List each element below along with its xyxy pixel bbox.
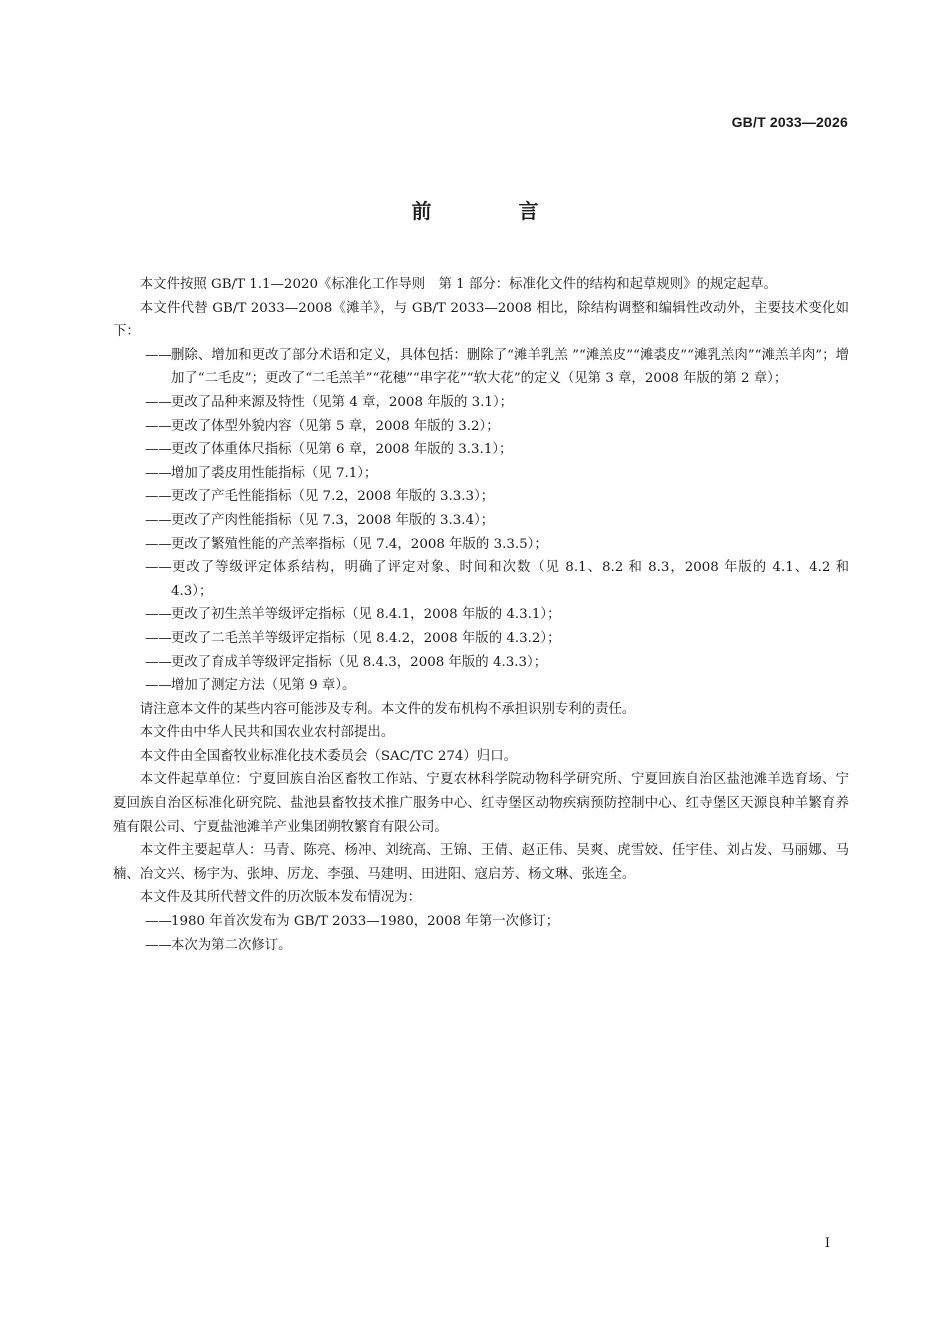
list-item-text: 增加了测定方法（见第 9 章）。 bbox=[171, 678, 356, 694]
list-item bbox=[113, 651, 849, 675]
paragraph-replacement: 本文件代替 GB/T 2033—2008《滩羊》，与 GB/T 2033—2008 相比，除结构调整和编辑性改动外，主要技术变化如下： bbox=[113, 300, 849, 340]
paragraph-history-intro: 本文件及其所代替文件的历次版本发布情况为： bbox=[139, 890, 421, 906]
dash-marker: —— bbox=[145, 394, 172, 410]
document-body bbox=[113, 273, 849, 957]
dash-marker: —— bbox=[145, 654, 172, 670]
list-item-text: 增加了裘皮用性能指标（见 7.1）； bbox=[171, 465, 378, 481]
list-item-text: 更改了等级评定体系结构，明确了评定对象、时间和次数（见 8.1、8.2 和 8.3，2008 年版的 4.1、4.2 和 4.3）； bbox=[171, 560, 849, 599]
list-item-text: 更改了产肉性能指标（见 7.3，2008 年版的 3.3.4）； bbox=[171, 512, 495, 528]
paragraph-drafters: 本文件主要起草人：马青、陈亮、杨冲、刘统高、王锦、王倩、赵正伟、吴爽、虎雪姣、任宇佳、刘占发、马丽娜、马楠、冶文兴、杨宇为、张坤、厉龙、李强、马建明、田进阳、寇启芳、杨文琳、张连全。 bbox=[113, 843, 849, 882]
paragraph-drafting-units: 本文件起草单位：宁夏回族自治区畜牧工作站、宁夏农林科学院动物科学研究所、宁夏回族自治区盐池滩羊选育场、宁夏回族自治区标准化研究院、盐池县畜牧技术推广服务中心、红寺堡区动物疾病预防控制中心、红寺堡区天源良种羊繁育养殖有限公司、宁夏盐池滩羊产业集团朔牧繁育有限公司。 bbox=[113, 772, 849, 835]
list-item bbox=[113, 391, 849, 415]
dash-marker: —— bbox=[145, 560, 172, 576]
dash-marker: —— bbox=[145, 512, 172, 528]
paragraph-proposer: 本文件由中华人民共和国农业农村部提出。 bbox=[139, 725, 395, 741]
list-item-text: 更改了繁殖性能的产羔率指标（见 7.4，2008 年版的 3.3.5）； bbox=[171, 536, 548, 552]
dash-marker: —— bbox=[145, 536, 172, 552]
dash-marker: —— bbox=[145, 607, 172, 623]
history-list bbox=[113, 910, 849, 957]
list-item bbox=[113, 509, 849, 533]
list-item-text: 更改了初生羔羊等级评定指标（见 8.4.1，2008 年版的 4.3.1）； bbox=[171, 607, 561, 623]
list-item bbox=[113, 674, 849, 698]
list-item-text: 1980 年首次发布为 GB/T 2033—1980，2008 年第一次修订； bbox=[171, 914, 560, 930]
list-item bbox=[113, 533, 849, 557]
list-item-text: 更改了育成羊等级评定指标（见 8.4.3，2008 年版的 4.3.3）； bbox=[171, 654, 548, 670]
list-item bbox=[113, 603, 849, 627]
paragraph-drafting-rule: 本文件按照 GB/T 1.1—2020《标准化工作导则 第 1 部分：标准化文件的结构和起草规则》的规定起草。 bbox=[139, 277, 777, 292]
list-item-text: 更改了产毛性能指标（见 7.2，2008 年版的 3.3.3）； bbox=[171, 489, 495, 505]
list-item bbox=[113, 485, 849, 509]
page-number: I bbox=[824, 1236, 830, 1251]
list-item bbox=[113, 462, 849, 486]
standard-number: GB/T 2033—2026 bbox=[731, 114, 848, 130]
list-item-text: 更改了品种来源及特性（见第 4 章，2008 年版的 3.1）； bbox=[171, 394, 514, 410]
dash-marker: —— bbox=[145, 914, 172, 930]
list-item-text: 更改了体重体尺指标（见第 6 章，2008 年版的 3.3.1）； bbox=[171, 442, 513, 458]
dash-marker: —— bbox=[145, 465, 172, 481]
dash-marker: —— bbox=[145, 418, 172, 434]
list-item bbox=[113, 415, 849, 439]
list-item bbox=[113, 627, 849, 651]
changes-list bbox=[113, 344, 849, 698]
list-item-text: 更改了二毛羔羊等级评定指标（见 8.4.2，2008 年版的 4.3.2）； bbox=[171, 630, 561, 646]
list-item bbox=[113, 344, 849, 391]
dash-marker: —— bbox=[145, 489, 172, 505]
list-item bbox=[113, 934, 849, 958]
page-title: 前 言 bbox=[411, 199, 579, 223]
dash-marker: —— bbox=[145, 630, 172, 646]
dash-marker: —— bbox=[145, 347, 172, 363]
list-item bbox=[113, 438, 849, 462]
dash-marker: —— bbox=[145, 678, 172, 694]
paragraph-patent-notice: 请注意本文件的某些内容可能涉及专利。本文件的发布机构不承担识别专利的责任。 bbox=[139, 701, 636, 717]
list-item-text: 更改了体型外貌内容（见第 5 章，2008 年版的 3.2）； bbox=[171, 418, 500, 434]
list-item bbox=[113, 556, 849, 603]
list-item-text: 本次为第二次修订。 bbox=[171, 937, 292, 953]
dash-marker: —— bbox=[145, 442, 172, 458]
dash-marker: —— bbox=[145, 937, 172, 953]
list-item bbox=[113, 910, 849, 934]
paragraph-committee: 本文件由全国畜牧业标准化技术委员会（SAC/TC 274）归口。 bbox=[139, 748, 517, 764]
list-item-text: 删除、增加和更改了部分术语和定义，具体包括：删除了“滩羊乳羔 ”“滩羔皮”“滩裘皮”“滩乳羔肉”“滩羔羊肉”；增加了“二毛皮”；更改了“二毛羔羊”“花穗”“串字花”“软大花”的定义（见第 3 章，2008 年版的第 2 章）； bbox=[171, 347, 849, 387]
